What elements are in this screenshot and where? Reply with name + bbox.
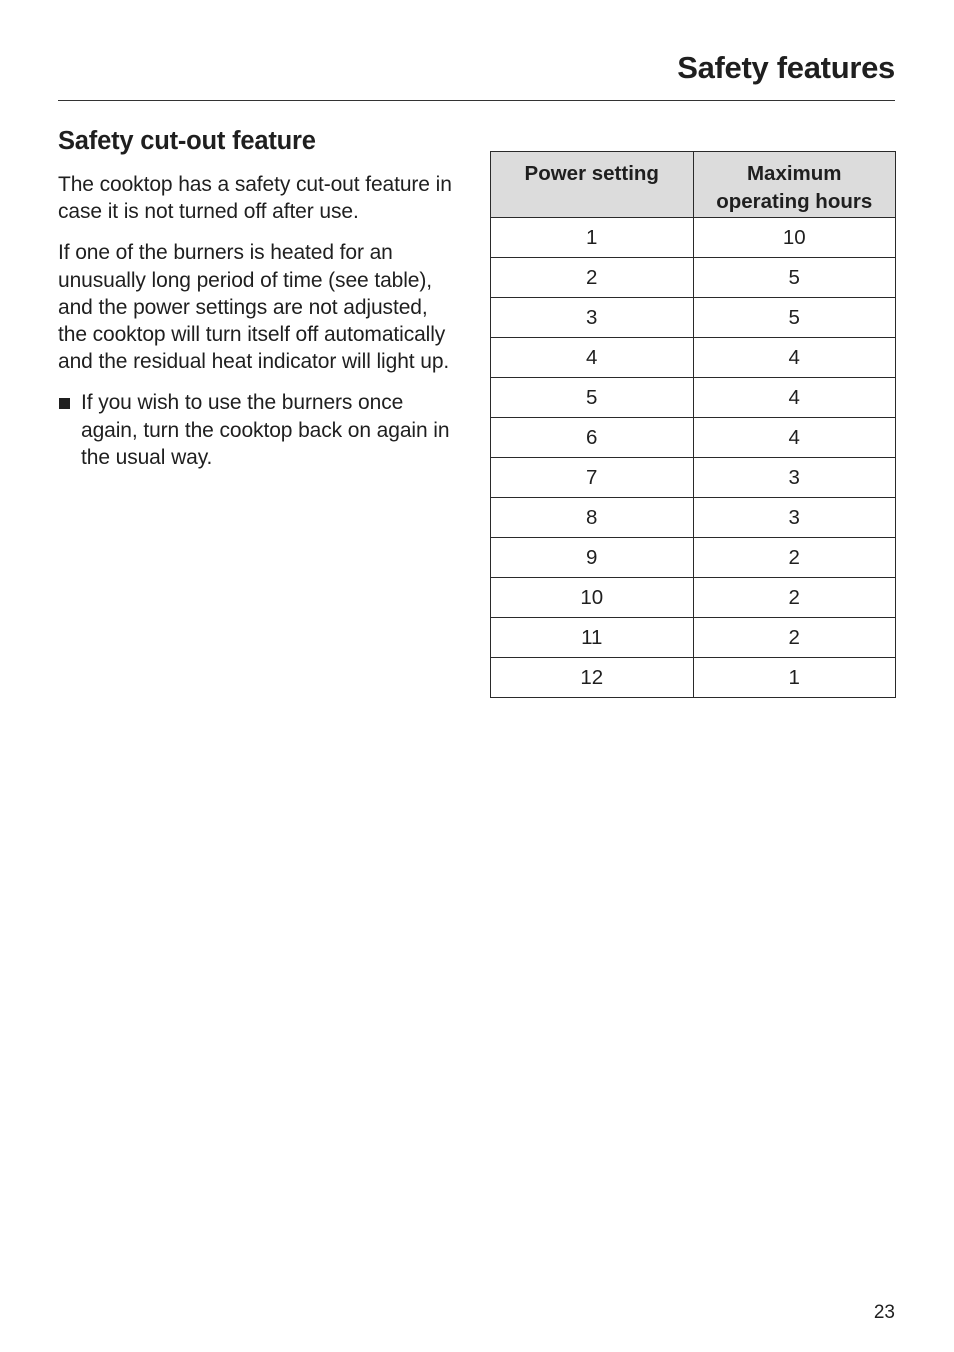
power-setting-cell: 8 [491, 498, 694, 538]
table-row [491, 418, 896, 458]
table-row [491, 258, 896, 298]
table-row [491, 458, 896, 498]
power-setting-cell: 7 [491, 458, 694, 498]
page-title: Safety features [677, 50, 895, 85]
paragraph-intro: The cooktop has a safety cut-out feature in case it is not turned off after use. [58, 173, 452, 224]
table-row [491, 338, 896, 378]
table-row [491, 378, 896, 418]
operating-hours-cell: 10 [693, 218, 896, 258]
table-row [491, 498, 896, 538]
operating-hours-table [490, 151, 896, 698]
power-setting-cell: 6 [491, 418, 694, 458]
operating-hours-cell: 5 [693, 258, 896, 298]
section-body [58, 124, 453, 471]
table-row [491, 538, 896, 578]
operating-hours-cell: 1 [693, 658, 896, 698]
power-setting-cell: 11 [491, 618, 694, 658]
table-row [491, 618, 896, 658]
power-setting-cell: 9 [491, 538, 694, 578]
operating-hours-cell: 4 [693, 418, 896, 458]
power-setting-cell: 10 [491, 578, 694, 618]
section-heading: Safety cut-out feature [58, 127, 316, 155]
power-setting-cell: 4 [491, 338, 694, 378]
table-body [491, 218, 896, 698]
operating-hours-cell: 4 [693, 338, 896, 378]
instruction-bullet [58, 389, 453, 471]
table-row [491, 298, 896, 338]
bullet-text: If you wish to use the burners once again, turn the cooktop back on again in the usual way. [81, 391, 450, 469]
operating-hours-cell: 4 [693, 378, 896, 418]
power-setting-cell: 5 [491, 378, 694, 418]
operating-hours-cell: 3 [693, 458, 896, 498]
title-divider [58, 100, 895, 101]
table-header-row [491, 152, 896, 218]
operating-hours-cell: 2 [693, 618, 896, 658]
table-row [491, 218, 896, 258]
table-row [491, 658, 896, 698]
header-max-operating-hours: Maximum operating hours [693, 152, 896, 218]
operating-hours-cell: 3 [693, 498, 896, 538]
table-row [491, 578, 896, 618]
header-power-setting: Power setting [491, 152, 694, 218]
power-setting-cell: 1 [491, 218, 694, 258]
operating-hours-cell: 2 [693, 578, 896, 618]
square-bullet-icon [59, 398, 70, 409]
power-setting-table [490, 151, 896, 698]
paragraph-explanation: If one of the burners is heated for an unusually long period of time (see table), and the power settings are not adjusted, the cooktop will turn itself off automatically and the residual heat indicator will light up. [58, 241, 450, 374]
power-setting-cell: 3 [491, 298, 694, 338]
operating-hours-cell: 2 [693, 538, 896, 578]
power-setting-cell: 12 [491, 658, 694, 698]
power-setting-cell: 2 [491, 258, 694, 298]
page-number: 23 [873, 1302, 895, 1323]
operating-hours-cell: 5 [693, 298, 896, 338]
